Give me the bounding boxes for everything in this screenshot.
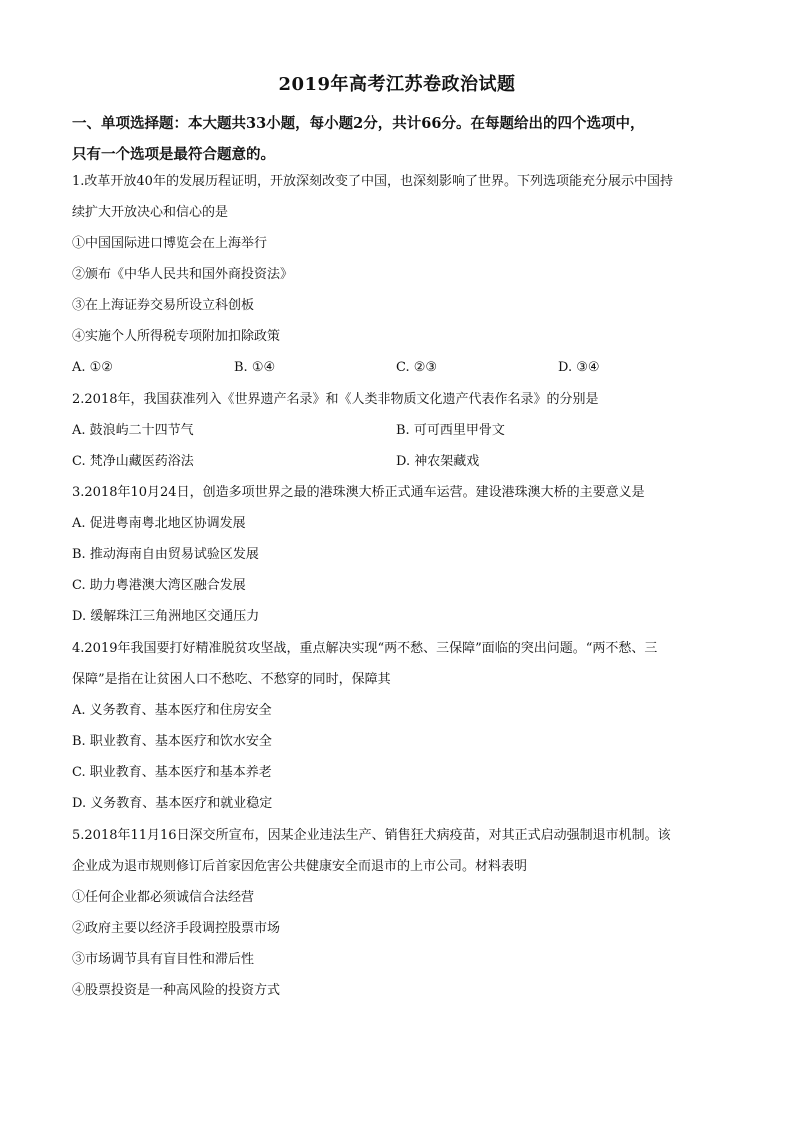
q4-stem-line-2: 保障”是指在让贫困人口不愁吃、不愁穿的同时，保障其 — [72, 672, 391, 687]
q5-item-3: ③市场调节具有盲目性和滞后性 — [72, 952, 255, 967]
q2-stem-line-1: 2.2018年，我国获准列入《世界遗产名录》和《人类非物质文化遗产代表作名录》的分别是 — [72, 392, 599, 407]
q1-stem-line-1: 1.改革开放40年的发展历程证明，开放深刻改变了中国，也深刻影响了世界。下列选项能充分展示中国持 — [72, 174, 673, 189]
section-heading — [72, 108, 724, 170]
q4-option-b: B. 职业教育、基本医疗和饮水安全 — [72, 734, 272, 749]
q3-option-c: C. 助力粤港澳大湾区融合发展 — [72, 578, 246, 593]
q3-option-b: B. 推动海南自由贸易试验区发展 — [72, 547, 259, 562]
q1-option-a: A. ①② — [72, 360, 113, 375]
q1-item-1: ①中国国际进口博览会在上海举行 — [72, 236, 268, 251]
q5-stem-line-2: 企业成为退市规则修订后首家因危害公共健康安全而退市的上市公司。材料表明 — [72, 859, 528, 874]
q3-option-d: D. 缓解珠江三角洲地区交通压力 — [72, 609, 260, 624]
q1-item-3: ③在上海证券交易所设立科创板 — [72, 298, 255, 313]
q3-option-a: A. 促进粤南粤北地区协调发展 — [72, 516, 246, 531]
q1-option-b: B. ①④ — [234, 360, 276, 375]
q1-item-4: ④实施个人所得税专项附加扣除政策 — [72, 329, 281, 344]
section-heading-line-1: 一、单项选择题：本大题共33小题，每小题2分，共计66分。在每题给出的四个选项中， — [72, 115, 645, 132]
q2-option-d: D. 神农架藏戏 — [396, 454, 480, 469]
q2-option-b: B. 可可西里甲骨文 — [396, 423, 505, 438]
q5-item-2: ②政府主要以经济手段调控股票市场 — [72, 921, 281, 936]
q1-item-2: ②颁布《中华人民共和国外商投资法》 — [72, 267, 294, 282]
q2-option-c: C. 梵净山藏医药浴法 — [72, 454, 194, 469]
q1-option-d: D. ③④ — [558, 360, 600, 375]
q4-stem-line-1: 4.2019年我国要打好精准脱贫攻坚战，重点解决实现“两不愁、三保障”面临的突出问题。“两不愁、三 — [72, 641, 658, 656]
q5-item-4: ④股票投资是一种高风险的投资方式 — [72, 983, 281, 998]
q1-stem-line-2: 续扩大开放决心和信心的是 — [72, 205, 229, 220]
q2-option-a: A. 鼓浪屿二十四节气 — [72, 423, 194, 438]
q3-stem-line-1: 3.2018年10月24日，创造多项世界之最的港珠澳大桥正式通车运营。建设港珠澳大桥的主要意义是 — [72, 485, 645, 500]
q4-option-a: A. 义务教育、基本医疗和住房安全 — [72, 703, 272, 718]
q5-stem-line-1: 5.2018年11月16日深交所宣布，因某企业违法生产、销售狂犬病疫苗，对其正式启动强制退市机制。该 — [72, 828, 671, 843]
q1-option-c: C. ②③ — [396, 360, 438, 375]
q4-option-c: C. 职业教育、基本医疗和基本养老 — [72, 765, 272, 780]
page-title: 2019年高考江苏卷政治试题 — [278, 74, 516, 95]
q5-item-1: ①任何企业都必须诚信合法经营 — [72, 890, 255, 905]
q4-option-d: D. 义务教育、基本医疗和就业稳定 — [72, 796, 273, 811]
section-heading-line-2: 只有一个选项是最符合题意的。 — [72, 146, 275, 163]
